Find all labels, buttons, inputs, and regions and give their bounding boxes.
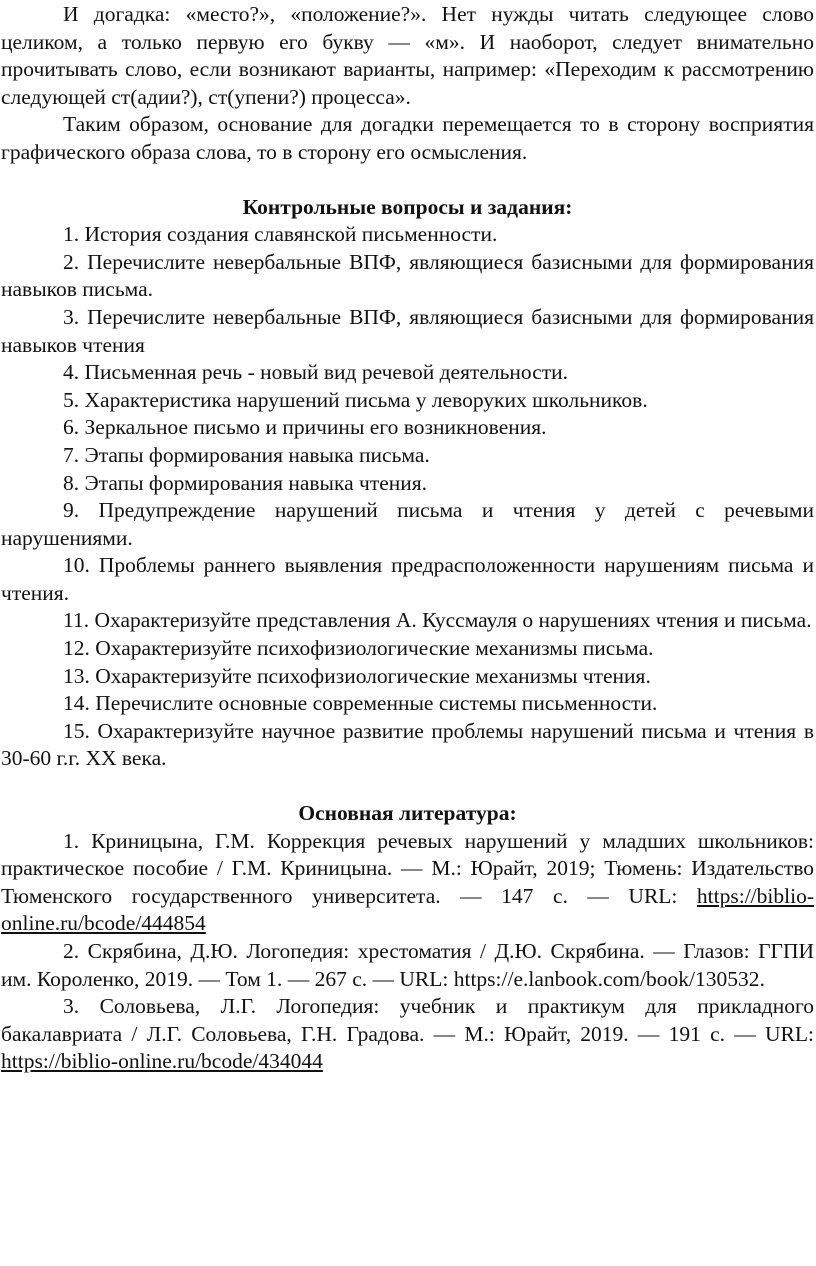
questions-section <box>1 194 814 773</box>
literature-item-text: 1. Криницына, Г.М. Коррекция речевых нарушений у младших школьников: практическое пособие / Г.М. Криницына. — М.: Юрайт, 2019; Тюмень: Издательство Тюменского государственного университета. — 147 с. — URL: <box>1 828 814 908</box>
literature-item-text: 2. Скрябина, Д.Ю. Логопедия: хрестоматия / Д.Ю. Скрябина. — Глазов: ГГПИ им. Короленко, 2019. — Том 1. — 267 с. — URL: <box>1 939 814 991</box>
question-item: 5. Характеристика нарушений письма у леворуких школьников. <box>63 387 648 412</box>
question-item: 11. Охарактеризуйте представления А. Куссмауля о нарушениях чтения и письма. <box>63 608 812 633</box>
question-item: 7. Этапы формирования навыка письма. <box>63 442 430 467</box>
intro-section <box>1 0 814 167</box>
literature-section <box>1 800 814 1076</box>
question-item: 2. Перечислите невербальные ВПФ, являющиеся базисными для формирования навыков письма. <box>1 249 814 302</box>
question-item: 3. Перечислите невербальные ВПФ, являющиеся базисными для формирования навыков чтения <box>1 304 814 357</box>
section-spacer <box>1 167 814 194</box>
question-item: 1. История создания славянской письменности. <box>63 222 498 247</box>
intro-paragraph-1: И догадка: «место?», «положение?». Нет нужды читать следующее слово целиком, а только первую его букву — «м». И наоборот, следует внимательно прочитывать слово, если возникают варианты, например: «Переходим к рассмотрению следующей ст(адии?), ст(упени?) процесса». <box>1 2 814 109</box>
questions-heading: Контрольные вопросы и задания: <box>242 194 573 219</box>
question-item: 10. Проблемы раннего выявления предрасположенности нарушениям письма и чтения. <box>1 553 814 605</box>
literature-item-link[interactable]: https://biblio-online.ru/bcode/434044 <box>1 1049 323 1074</box>
question-item: 15. Охарактеризуйте научное развитие проблемы нарушений письма и чтения в 30-60 г.г. XX века. <box>1 718 814 771</box>
question-item: 4. Письменная речь - новый вид речевой деятельности. <box>63 360 569 385</box>
literature-item <box>1 993 814 1076</box>
literature-item-link[interactable]: https://e.lanbook.com/book/130532. <box>453 966 765 991</box>
literature-item <box>1 938 814 993</box>
intro-paragraph-2: Таким образом, основание для догадки перемещается то в сторону восприятия графического образа слова, то в сторону его осмысления. <box>1 112 814 164</box>
section-spacer <box>1 773 814 800</box>
literature-item <box>1 828 814 938</box>
question-item: 6. Зеркальное письмо и причины его возникновения. <box>63 415 547 440</box>
question-item: 13. Охарактеризуйте психофизиологические механизмы чтения. <box>63 663 651 688</box>
literature-item-link[interactable]: https://biblio-online.ru/bcode/444854 <box>1 883 814 936</box>
literature-heading: Основная литература: <box>298 801 517 826</box>
question-item: 8. Этапы формирования навыка чтения. <box>63 470 428 495</box>
literature-item-text: 3. Соловьева, Л.Г. Логопедия: учебник и практикум для прикладного бакалавриата / Л.Г. Соловьева, Г.Н. Градова. — М.: Юрайт, 2019. — 191 с. — URL: <box>1 994 814 1046</box>
question-item: 14. Перечислите основные современные системы письменности. <box>63 691 658 716</box>
question-item: 12. Охарактеризуйте психофизиологические механизмы письма. <box>63 636 654 661</box>
question-item: 9. Предупреждение нарушений письма и чтения у детей с речевыми нарушениями. <box>1 498 814 550</box>
